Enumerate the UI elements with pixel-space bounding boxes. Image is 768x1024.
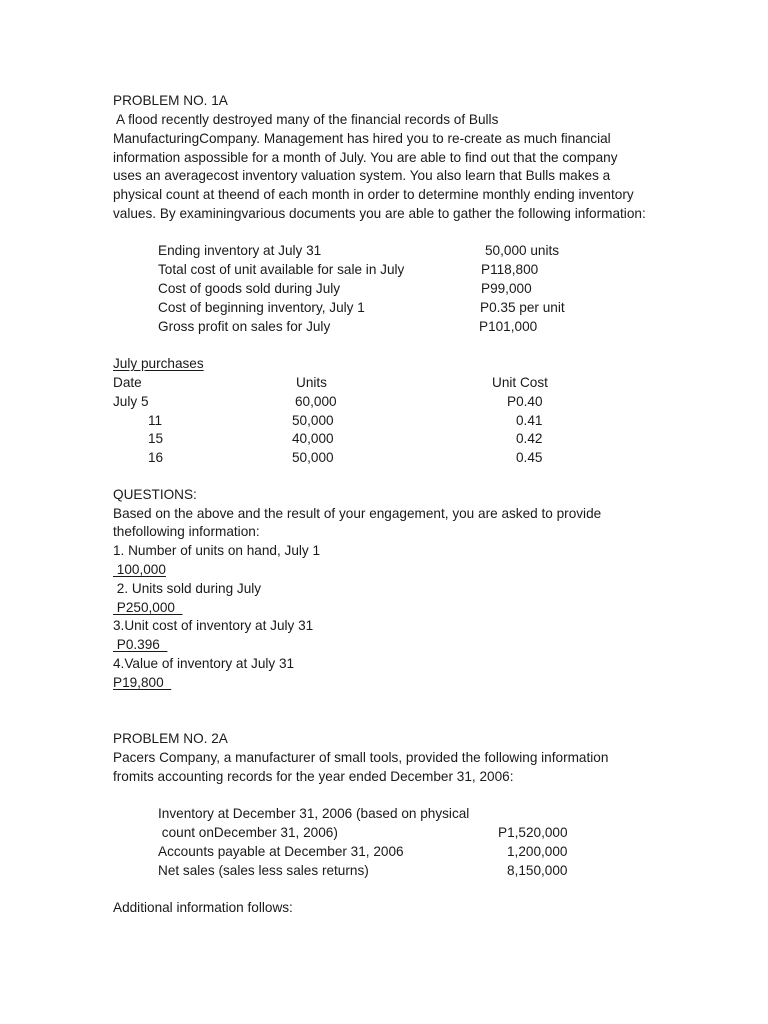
questions-intro-line: Based on the above and the result of your engagement, you are asked to provide [113,506,602,521]
answer-text: P250,000 [113,600,183,615]
purchases-header-date: Date [113,375,142,390]
answer-text: P0.396 [113,637,168,652]
purchase-units: 50,000 [292,450,334,465]
fact-label: Ending inventory at July 31 [158,243,322,258]
purchase-units: 40,000 [292,431,334,446]
fact-value: P99,000 [481,281,532,296]
purchase-date: 16 [148,450,164,465]
fact-value: 50,000 units [485,243,560,258]
problem-2-title: PROBLEM NO. 2A [113,731,228,746]
fact-value: P101,000 [479,319,538,334]
purchase-cost: 0.42 [516,431,543,446]
problem-1-intro-line: ManufacturingCompany. Management has hired you to re-create as much financial [113,131,611,146]
fact-value: 1,200,000 [507,844,568,859]
questions-title: QUESTIONS: [113,487,197,502]
purchase-date: July 5 [113,394,149,409]
fact-value: P0.35 per unit [480,300,565,315]
problem-1-intro-line: physical count at theend of each month in order to determine monthly ending inventory [113,187,634,202]
fact-label: Accounts payable at December 31, 2006 [158,844,404,859]
problem-2-intro-line: Pacers Company, a manufacturer of small tools, provided the following information [113,750,609,765]
problem-2-intro-line: fromits accounting records for the year ended December 31, 2006: [113,769,514,784]
purchase-units: 60,000 [295,394,337,409]
purchase-units: 50,000 [292,413,334,428]
problem-1-intro-line: uses an averagecost inventory valuation system. You also learn that Bulls makes a [113,168,611,183]
answer-text: 100,000 [113,562,166,577]
fact-value: P1,520,000 [498,825,568,840]
problem-1-intro-line: information aspossible for a month of July. You are able to find out that the company [113,150,618,165]
additional-info-line: Additional information follows: [113,900,293,915]
question-text: 3.Unit cost of inventory at July 31 [113,618,314,633]
fact-value: 8,150,000 [507,863,568,878]
purchase-date: 15 [148,431,164,446]
purchase-cost: P0.40 [507,394,543,409]
purchase-cost: 0.41 [516,413,543,428]
fact-label: Total cost of unit available for sale in July [158,262,405,277]
problem-1-intro-line: values. By examiningvarious documents you are able to gather the following information: [113,206,646,221]
question-text: 1. Number of units on hand, July 1 [113,543,321,558]
problem-1-title: PROBLEM NO. 1A [113,93,228,108]
fact-label: Net sales (sales less sales returns) [158,863,369,878]
purchases-title: July purchases [113,356,204,371]
purchases-header-unit-cost: Unit Cost [492,375,548,390]
fact-label: Inventory at December 31, 2006 (based on physical [158,806,470,821]
purchase-date: 11 [148,413,163,428]
question-text: 2. Units sold during July [113,581,262,596]
fact-label: count onDecember 31, 2006) [158,825,338,840]
fact-label: Gross profit on sales for July [158,319,331,334]
problem-1-intro-line: A flood recently destroyed many of the financial records of Bulls [113,112,499,127]
fact-value: P118,800 [481,262,539,277]
questions-intro-line: thefollowing information: [113,524,260,539]
purchase-cost: 0.45 [516,450,543,465]
question-text: 4.Value of inventory at July 31 [113,656,295,671]
purchases-header-units: Units [296,375,327,390]
answer-text: P19,800 [113,675,172,690]
fact-label: Cost of goods sold during July [158,281,341,296]
fact-label: Cost of beginning inventory, July 1 [158,300,365,315]
